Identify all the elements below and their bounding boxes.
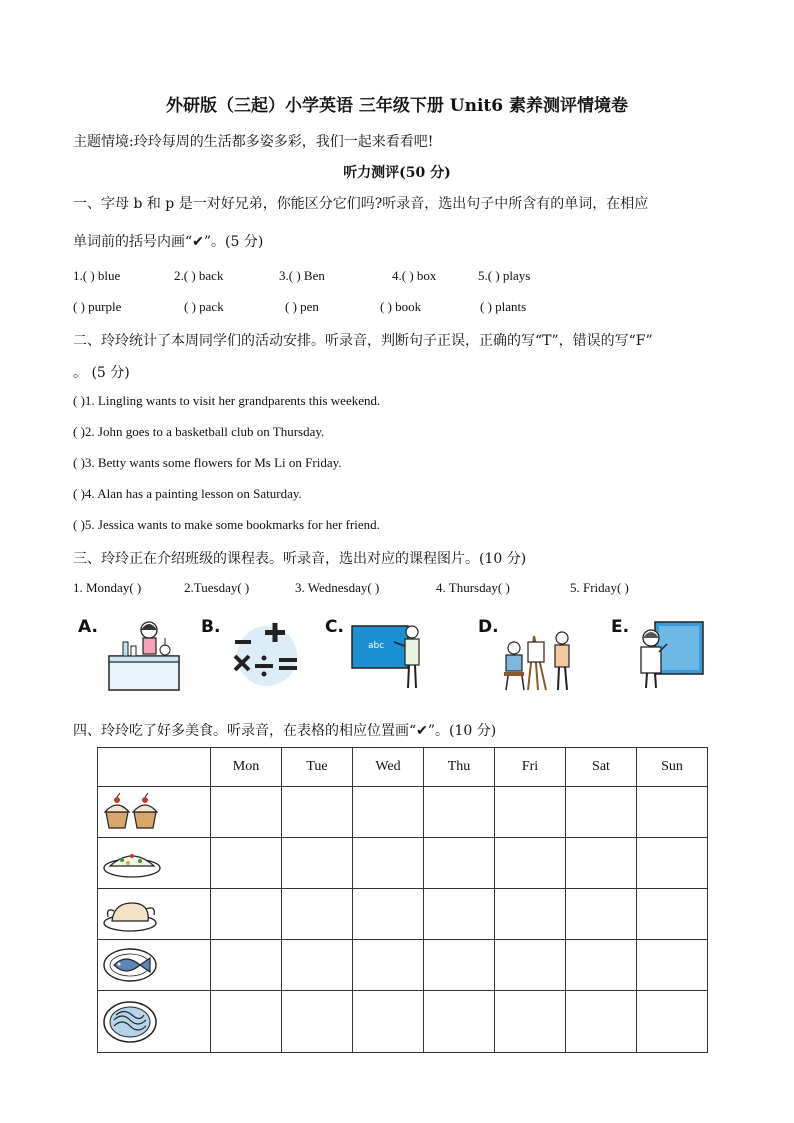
table-header-sat: Sat — [566, 748, 637, 787]
table-cell[interactable] — [282, 787, 353, 838]
table-cell[interactable] — [495, 940, 566, 991]
food-table — [97, 747, 708, 1053]
q2-item[interactable]: ( )1. Lingling wants to visit her grandparents this weekend. — [73, 393, 381, 408]
table-cell[interactable] — [211, 991, 282, 1053]
table-cell[interactable] — [282, 991, 353, 1053]
table-cell[interactable] — [282, 838, 353, 889]
q3-blank[interactable]: 1. Monday( ) — [73, 580, 142, 595]
picture-label-c: C. — [325, 617, 344, 637]
noodles-bowl-icon — [98, 991, 211, 1053]
table-cell[interactable] — [353, 940, 424, 991]
table-cell[interactable] — [495, 787, 566, 838]
table-cell[interactable] — [637, 889, 708, 940]
table-cell[interactable] — [566, 940, 637, 991]
q1-option[interactable]: ( ) pack — [184, 299, 224, 314]
table-cell[interactable] — [495, 889, 566, 940]
table-header-empty — [98, 748, 211, 787]
table-header-tue: Tue — [282, 748, 353, 787]
q2-item[interactable]: ( )3. Betty wants some flowers for Ms Li on Friday. — [73, 455, 342, 470]
table-header-sun: Sun — [637, 748, 708, 787]
art-painting-icon — [500, 626, 580, 692]
table-cell[interactable] — [282, 889, 353, 940]
q3-blank[interactable]: 3. Wednesday( ) — [295, 580, 380, 595]
table-cell[interactable] — [566, 991, 637, 1053]
table-cell[interactable] — [566, 787, 637, 838]
q2-item[interactable]: ( )2. John goes to a basketball club on Thursday. — [73, 424, 325, 439]
roast-chicken-icon — [98, 889, 211, 940]
table-cell[interactable] — [424, 991, 495, 1053]
table-cell[interactable] — [424, 889, 495, 940]
math-symbols-icon — [225, 620, 303, 690]
fish-plate-icon — [98, 940, 211, 991]
table-header-fri: Fri — [495, 748, 566, 787]
table-header-wed: Wed — [353, 748, 424, 787]
table-cell[interactable] — [211, 838, 282, 889]
table-header-mon: Mon — [211, 748, 282, 787]
q1-option[interactable]: 3.( ) Ben — [279, 268, 325, 283]
teacher-blackboard-icon — [350, 618, 426, 694]
table-cell[interactable] — [211, 940, 282, 991]
table-row — [98, 889, 708, 940]
q3-blank[interactable]: 2.Tuesday( ) — [184, 580, 250, 595]
table-cell[interactable] — [566, 889, 637, 940]
table-cell[interactable] — [637, 787, 708, 838]
q2-item[interactable]: ( )4. Alan has a painting lesson on Saturday. — [73, 486, 302, 501]
q1-option[interactable]: 2.( ) back — [174, 268, 224, 283]
rice-dish-icon — [98, 838, 211, 889]
q1-option[interactable]: ( ) plants — [480, 299, 527, 314]
q3-blank[interactable]: 4. Thursday( ) — [436, 580, 510, 595]
table-cell[interactable] — [211, 889, 282, 940]
table-cell[interactable] — [424, 838, 495, 889]
q1-option[interactable]: 5.( ) plays — [478, 268, 531, 283]
board-text: abc — [368, 641, 385, 651]
picture-label-a: A. — [78, 617, 98, 637]
table-header-thu: Thu — [424, 748, 495, 787]
table-cell[interactable] — [637, 838, 708, 889]
table-cell[interactable] — [282, 940, 353, 991]
q1-instruction-line2: 单词前的括号内画“✔”。(5 分) — [73, 234, 264, 250]
picture-label-d: D. — [478, 617, 499, 637]
table-cell[interactable] — [637, 940, 708, 991]
q1-option[interactable]: 4.( ) box — [392, 268, 437, 283]
q1-option[interactable]: ( ) pen — [285, 299, 319, 314]
table-row — [98, 838, 708, 889]
picture-label-b: B. — [201, 617, 221, 637]
table-cell[interactable] — [424, 940, 495, 991]
table-row — [98, 787, 708, 838]
q3-blank[interactable]: 5. Friday( ) — [570, 580, 629, 595]
listening-heading: 听力测评(50 分) — [343, 165, 451, 181]
picture-label-e: E. — [611, 617, 630, 637]
science-lab-icon — [105, 618, 183, 692]
table-row — [98, 991, 708, 1053]
table-cell[interactable] — [353, 889, 424, 940]
cupcakes-icon — [98, 787, 211, 838]
q2-instruction-line1: 二、玲玲统计了本周同学们的活动安排。听录音，判断句子正误，正确的写“T”，错误的写“F” — [73, 333, 653, 349]
table-cell[interactable] — [495, 838, 566, 889]
q1-option[interactable]: ( ) book — [380, 299, 422, 314]
q1-option[interactable]: 1.( ) blue — [73, 268, 121, 283]
table-cell[interactable] — [566, 838, 637, 889]
table-row — [98, 940, 708, 991]
table-cell[interactable] — [424, 787, 495, 838]
q2-instruction-line2: 。 (5 分) — [73, 365, 130, 381]
table-cell[interactable] — [637, 991, 708, 1053]
table-cell[interactable] — [353, 991, 424, 1053]
page-title: 外研版（三起）小学英语 三年级下册 Unit6 素养测评情境卷 — [165, 96, 629, 116]
q4-instruction: 四、玲玲吃了好多美食。听录音，在表格的相应位置画“✔”。(10 分) — [73, 723, 497, 739]
table-cell[interactable] — [495, 991, 566, 1053]
q1-instruction-line1: 一、字母 b 和 p 是一对好兄弟，你能区分它们吗?听录音，选出句子中所含有的单词，在相应 — [73, 196, 649, 212]
q3-instruction: 三、玲玲正在介绍班级的课程表。听录音，选出对应的课程图片。(10 分) — [73, 551, 527, 567]
table-cell[interactable] — [211, 787, 282, 838]
table-cell[interactable] — [353, 787, 424, 838]
q1-option[interactable]: ( ) purple — [73, 299, 122, 314]
table-cell[interactable] — [353, 838, 424, 889]
intro-text: 主题情境:玲玲每周的生活都多姿多彩，我们一起来看看吧! — [73, 134, 434, 150]
teacher-board-icon — [635, 620, 705, 690]
q2-item[interactable]: ( )5. Jessica wants to make some bookmarks for her friend. — [73, 517, 380, 532]
